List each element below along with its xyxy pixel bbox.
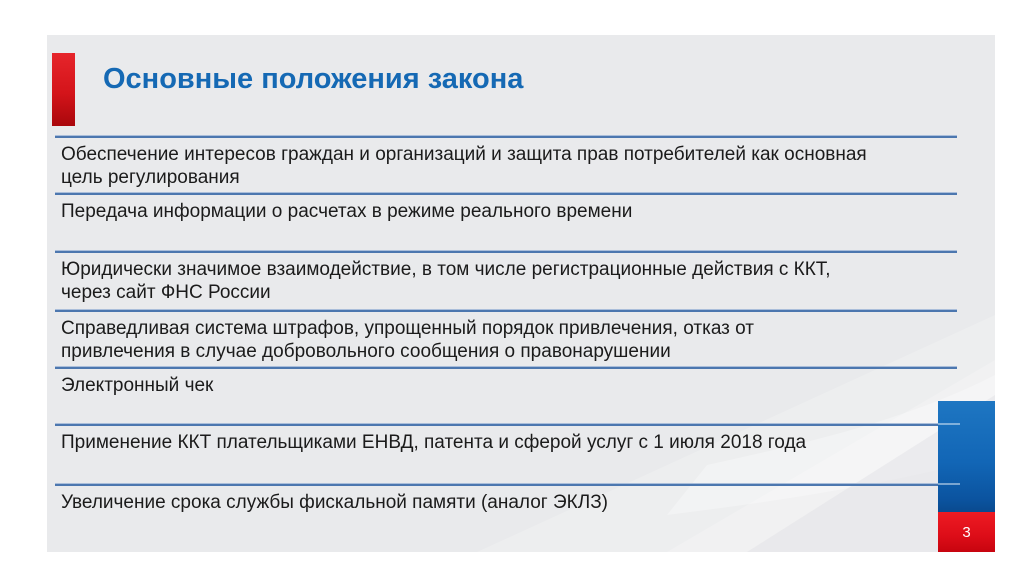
list-item-text: Юридически значимое взаимодействие, в том числе регистрационные действия с ККТ, через сайт ФНС России bbox=[61, 259, 831, 303]
separator-line bbox=[55, 483, 957, 486]
page-number-box bbox=[938, 512, 995, 552]
separator-tick-over-sidebar bbox=[938, 423, 960, 425]
separator-line bbox=[55, 309, 957, 312]
list-item bbox=[47, 483, 995, 552]
list-item bbox=[47, 366, 995, 423]
separator-tick-over-sidebar bbox=[938, 483, 960, 485]
slide bbox=[47, 35, 995, 552]
list-item-text: Передача информации о расчетах в режиме реального времени bbox=[61, 201, 633, 222]
separator-line bbox=[55, 423, 957, 426]
separator-line bbox=[55, 366, 957, 369]
list-item-text: Увеличение срока службы фискальной памяти (аналог ЭКЛЗ) bbox=[61, 492, 608, 513]
slide-title: Основные положения закона bbox=[103, 63, 524, 95]
list-item bbox=[47, 192, 995, 250]
separator-line bbox=[55, 135, 957, 138]
list-item-text: Электронный чек bbox=[61, 375, 214, 396]
list-item bbox=[47, 135, 995, 192]
list-item bbox=[47, 250, 995, 309]
list-item bbox=[47, 423, 995, 483]
list-item bbox=[47, 309, 995, 366]
page-number: 3 bbox=[962, 523, 971, 541]
title-accent-bar bbox=[52, 53, 75, 126]
separator-line bbox=[55, 250, 957, 253]
list-item-text: Справедливая система штрафов, упрощенный порядок привлечения, отказ от привлечения в случае добровольного сообщения о правонарушении bbox=[61, 318, 755, 362]
separator-line bbox=[55, 192, 957, 195]
list-item-text: Применение ККТ плательщиками ЕНВД, патента и сферой услуг с 1 июля 2018 года bbox=[61, 432, 807, 453]
sidebar-blue-rectangle bbox=[938, 401, 995, 512]
provisions-list bbox=[47, 135, 995, 552]
list-item-text: Обеспечение интересов граждан и организаций и защита прав потребителей как основная цель регулирования bbox=[61, 144, 867, 188]
